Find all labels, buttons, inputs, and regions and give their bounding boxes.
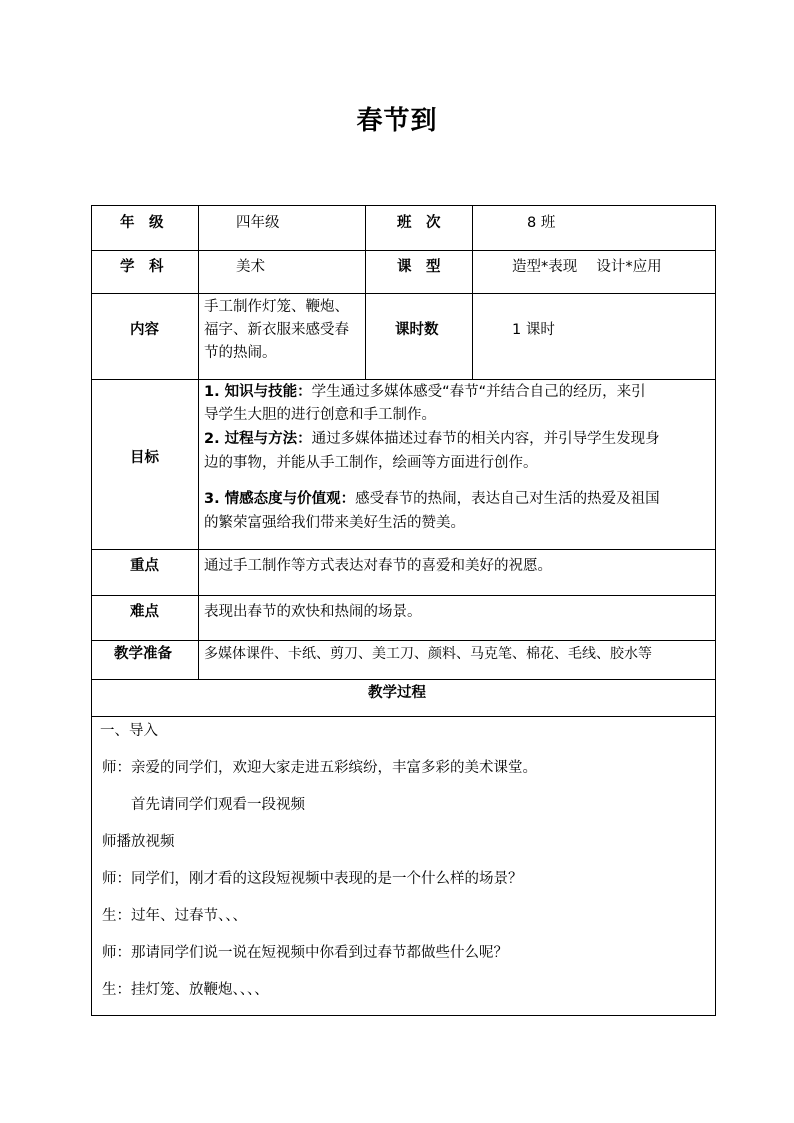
- key-value: 通过手工制作等方式表达对春节的喜爱和美好的祝愿。: [204, 558, 552, 574]
- difficulty-value: 表现出春节的欢快和热闹的场景。: [204, 604, 422, 620]
- class-label: 班 次: [397, 215, 441, 231]
- goal-3-line-1: [204, 490, 660, 508]
- goal-1-title: 1. 知识与技能：: [204, 384, 312, 400]
- prep-value: 多媒体课件、卡纸、剪刀、美工刀、颜料、马克笔、棉花、毛线、胶水等: [204, 646, 652, 662]
- goal-2-text-1: 通过多媒体描述过春节的相关内容，并引导学生发现身: [311, 431, 660, 447]
- hours-value: 1 课时: [512, 322, 555, 338]
- process-line: 首先请同学们观看一段视频: [102, 797, 305, 813]
- subject-label: 学 科: [120, 259, 164, 275]
- type-value: 造型*表现 设计*应用: [512, 259, 662, 275]
- goal-1-text-1: 学生通过多媒体感受“春节“并结合自己的经历，来引: [311, 384, 646, 400]
- content-line-1: 手工制作灯笼、鞭炮、: [204, 299, 349, 315]
- cell-class-value: [472, 205, 716, 251]
- goal-1-line-1: [204, 383, 646, 401]
- goal-2-line-2: 边的事物，并能从手工制作，绘画等方面进行创作。: [204, 455, 538, 471]
- process-header: 教学过程: [368, 685, 426, 701]
- content-line-3: 节的热闹。: [204, 345, 277, 361]
- prep-label: 教学准备: [114, 646, 172, 662]
- process-line: 生：过年、过春节、、、: [102, 908, 247, 924]
- hours-label: 课时数: [395, 322, 439, 338]
- goals-label: 目标: [130, 450, 159, 466]
- type-label: 课 型: [397, 259, 441, 275]
- goal-3-title: 3. 情感态度与价值观：: [204, 491, 356, 507]
- cell-subject-value: [198, 250, 366, 294]
- goal-1-line-2: 导学生大胆的进行创意和手工制作。: [204, 407, 436, 423]
- process-line: 师播放视频: [102, 834, 175, 850]
- subject-value: 美术: [236, 259, 265, 275]
- grade-label: 年 级: [120, 215, 164, 231]
- content-line-2: 福字、新衣服来感受春: [204, 322, 349, 338]
- grade-value: 四年级: [236, 215, 280, 231]
- process-line: 师：同学们，刚才看的这段短视频中表现的是一个什么样的场景？: [102, 871, 523, 887]
- process-line: 生：挂灯笼、放鞭炮、、、、: [102, 982, 269, 998]
- cell-grade-value: [198, 205, 366, 251]
- content-label: 内容: [130, 322, 159, 338]
- goal-2-line-1: [204, 430, 660, 448]
- goal-3-text-1: 感受春节的热闹，表达自己对生活的热爱及祖国: [355, 491, 660, 507]
- difficulty-label: 难点: [130, 604, 159, 620]
- process-line: 师：亲爱的同学们，欢迎大家走进五彩缤纷，丰富多彩的美术课堂。: [102, 760, 537, 776]
- page-title: 春节到: [356, 106, 438, 136]
- key-label: 重点: [130, 558, 159, 574]
- class-value: 8 班: [527, 215, 556, 231]
- process-line: 一、导入: [100, 723, 158, 739]
- cell-hours-value: [472, 293, 716, 380]
- goal-2-title: 2. 过程与方法：: [204, 431, 312, 447]
- goal-3-line-2: 的繁荣富强给我们带来美好生活的赞美。: [204, 515, 465, 531]
- process-line: 师：那请同学们说一说在短视频中你看到过春节都做些什么呢？: [102, 945, 508, 961]
